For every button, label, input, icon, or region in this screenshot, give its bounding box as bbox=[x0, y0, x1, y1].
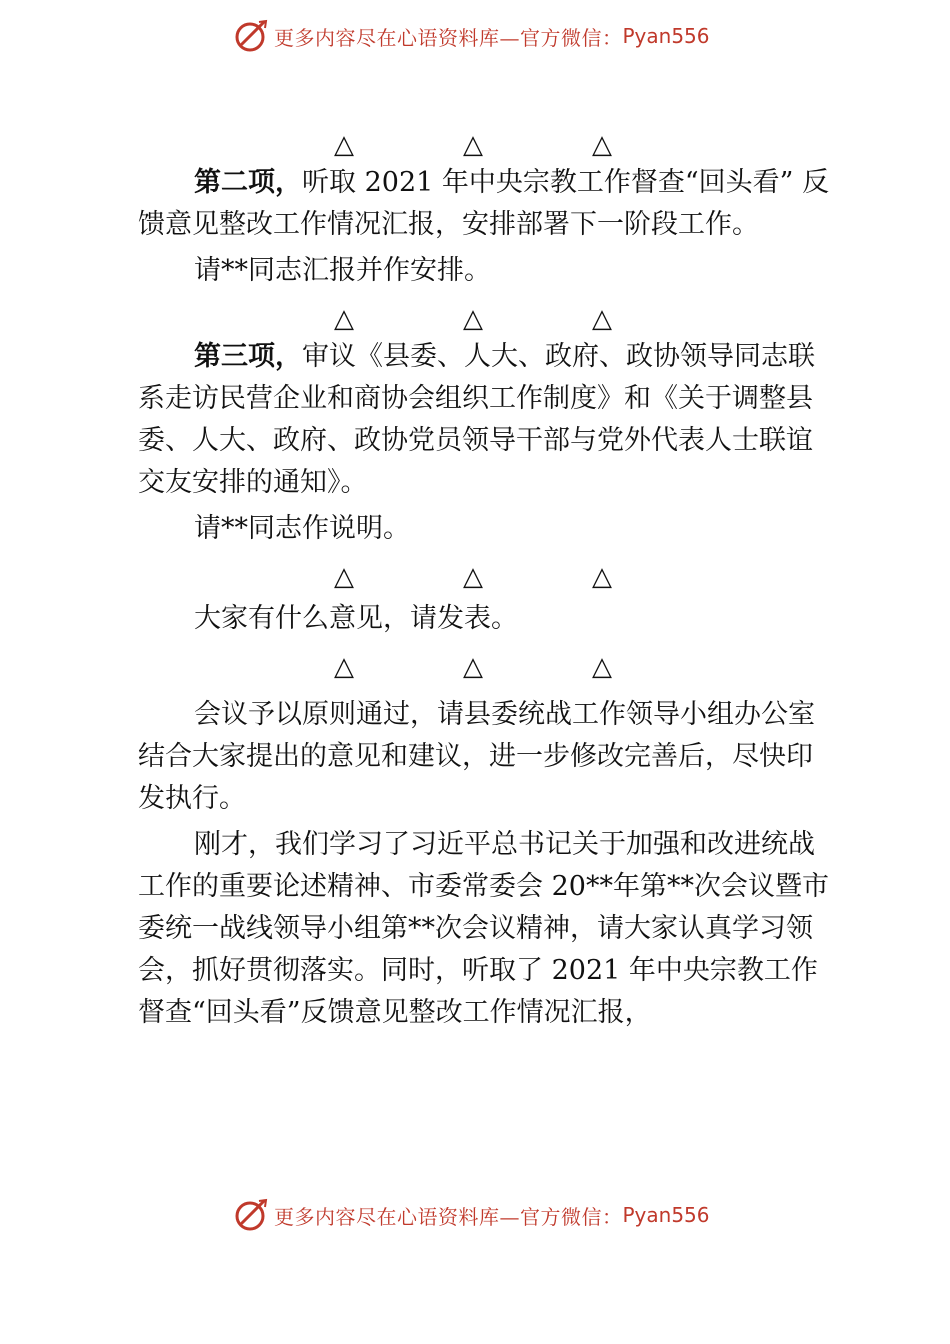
triangle-icon: △ bbox=[334, 304, 354, 334]
document-body bbox=[138, 128, 830, 1034]
item-3-label: 第三项， bbox=[194, 341, 302, 372]
item-2-text: 听取 2021 年中央宗教工作督查“回头看” 反馈意见整改工作情况汇报，安排部署下一阶段工作。 bbox=[138, 167, 830, 240]
opinions-paragraph: 大家有什么意见，请发表。 bbox=[194, 603, 518, 634]
watermark-text: 更多内容尽在心语资料库—官方微信： bbox=[274, 25, 623, 50]
triangle-icon: △ bbox=[334, 652, 354, 682]
approval-paragraph: 会议予以原则通过，请县委统战工作领导小组办公室结合大家提出的意见和建议，进一步修改完善后，尽快印发执行。 bbox=[138, 699, 815, 814]
logo-icon bbox=[234, 1197, 270, 1233]
triangle-icon: △ bbox=[463, 652, 483, 682]
triangle-separator bbox=[138, 128, 830, 162]
item-2-request: 请**同志汇报并作安排。 bbox=[194, 255, 491, 286]
header-watermark bbox=[234, 16, 754, 56]
watermark-text: 更多内容尽在心语资料库—官方微信： bbox=[274, 1204, 623, 1229]
triangle-icon: △ bbox=[592, 304, 612, 334]
footer-watermark bbox=[234, 1195, 754, 1235]
triangle-icon: △ bbox=[592, 562, 612, 592]
triangle-icon: △ bbox=[463, 562, 483, 592]
triangle-icon: △ bbox=[592, 130, 612, 160]
triangle-separator bbox=[138, 560, 830, 594]
triangle-icon: △ bbox=[334, 562, 354, 592]
item-2-label: 第二项， bbox=[194, 167, 302, 198]
triangle-icon: △ bbox=[463, 304, 483, 334]
watermark-wechat-id: Pyan556 bbox=[622, 1203, 710, 1227]
triangle-icon: △ bbox=[592, 652, 612, 682]
summary-paragraph: 刚才，我们学习了习近平总书记关于加强和改进统战工作的重要论述精神、市委常委会 20**年第**次会议暨市委统一战线领导小组第**次会议精神，请大家认真学习领会，抓好贯彻落实。同时，听取了 2021 年中央宗教工作督查“回头看”反馈意见整改工作情况汇报， bbox=[138, 829, 829, 1028]
item-3-request: 请**同志作说明。 bbox=[194, 513, 410, 544]
item-3-paragraph bbox=[138, 336, 830, 504]
watermark-wechat-id: Pyan556 bbox=[622, 24, 710, 48]
triangle-separator bbox=[138, 302, 830, 336]
item-3-text: 审议《县委、人大、政府、政协领导同志联系走访民营企业和商协会组织工作制度》和《关于调整县委、人大、政府、政协党员领导干部与党外代表人士联谊交友安排的通知》。 bbox=[138, 341, 815, 498]
logo-icon bbox=[234, 18, 270, 54]
triangle-icon: △ bbox=[334, 130, 354, 160]
item-2-paragraph bbox=[138, 162, 830, 246]
triangle-icon: △ bbox=[463, 130, 483, 160]
triangle-separator bbox=[138, 650, 830, 684]
